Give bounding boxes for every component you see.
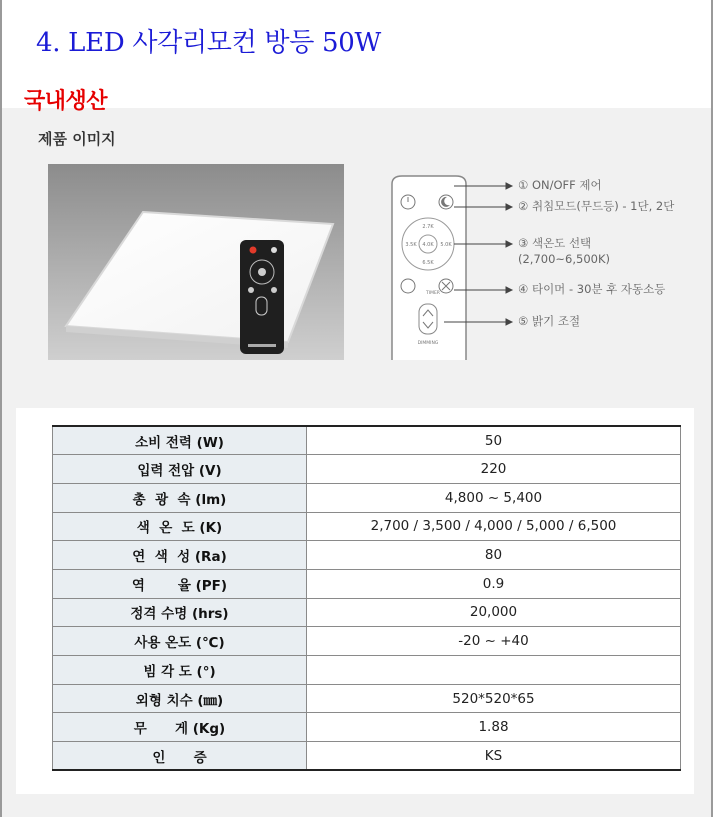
spec-value xyxy=(307,656,681,685)
spec-value: 80 xyxy=(307,541,681,570)
callout-dimming: ⑤ 밝기 조절 xyxy=(518,314,581,328)
table-row xyxy=(53,656,681,685)
table-row xyxy=(53,483,681,512)
timer-label: TIMER xyxy=(426,291,440,296)
spec-label: 무 게 (Kg) xyxy=(53,713,307,742)
spec-value: 1.88 xyxy=(307,713,681,742)
remote-function-diagram xyxy=(384,164,684,360)
spec-label: 입력 전압 (V) xyxy=(53,455,307,484)
spec-label: 외형 치수 (㎜) xyxy=(53,684,307,713)
spec-label: 소비 전력 (W) xyxy=(53,426,307,455)
spec-label: 인 증 xyxy=(53,742,307,771)
table-row xyxy=(53,627,681,656)
spec-value: KS xyxy=(307,742,681,771)
callout-sleep-mode: ② 취침모드(무드등) - 1단, 2단 xyxy=(518,199,675,213)
callout-list xyxy=(384,164,684,360)
table-row xyxy=(53,684,681,713)
table-row xyxy=(53,426,681,455)
table-row xyxy=(53,455,681,484)
spec-label: 사용 온도 (℃) xyxy=(53,627,307,656)
spec-label: 역 율 (PF) xyxy=(53,569,307,598)
spec-value: -20 ~ +40 xyxy=(307,627,681,656)
temp-label-left: 3.5K xyxy=(405,242,417,248)
spec-label: 빔 각 도 (°) xyxy=(53,656,307,685)
dimming-label: DIMMING xyxy=(417,341,439,346)
spec-value: 0.9 xyxy=(307,569,681,598)
temp-label-right: 5.0K xyxy=(440,242,452,248)
table-row xyxy=(53,541,681,570)
spec-label: 색 온 도 (K) xyxy=(53,512,307,541)
remote-control xyxy=(240,240,284,354)
spec-value: 220 xyxy=(307,455,681,484)
temp-label-top: 2.7K xyxy=(422,224,434,230)
image-section-title: 제품 이미지 xyxy=(38,130,116,148)
product-photo-graphic xyxy=(48,164,344,360)
spec-label: 정격 수명 (hrs) xyxy=(53,598,307,627)
spec-table xyxy=(52,425,681,771)
origin-label: 국내생산 xyxy=(24,89,108,114)
table-row xyxy=(53,569,681,598)
spec-value: 4,800 ~ 5,400 xyxy=(307,483,681,512)
spec-label: 총 광 속 (lm) xyxy=(53,483,307,512)
temp-label-center: 4.0K xyxy=(422,242,434,248)
document-title: 4. LED 사각리모컨 방등 50W xyxy=(36,28,381,58)
spec-value: 2,700 / 3,500 / 4,000 / 5,000 / 6,500 xyxy=(307,512,681,541)
spec-label: 연 색 성 (Ra) xyxy=(53,541,307,570)
table-row xyxy=(53,512,681,541)
spec-value: 20,000 xyxy=(307,598,681,627)
table-row xyxy=(53,598,681,627)
temp-label-bottom: 6.5K xyxy=(422,260,434,266)
callout-onoff: ① ON/OFF 제어 xyxy=(518,178,602,192)
spec-value: 520*520*65 xyxy=(307,684,681,713)
table-row xyxy=(53,742,681,771)
callout-timer: ④ 타이머 - 30분 후 자동소등 xyxy=(518,282,666,296)
spec-value: 50 xyxy=(307,426,681,455)
table-row xyxy=(53,713,681,742)
product-photo xyxy=(48,164,344,360)
callout-color-temp: ③ 색온도 선택 (2,700~6,500K) xyxy=(518,236,610,266)
